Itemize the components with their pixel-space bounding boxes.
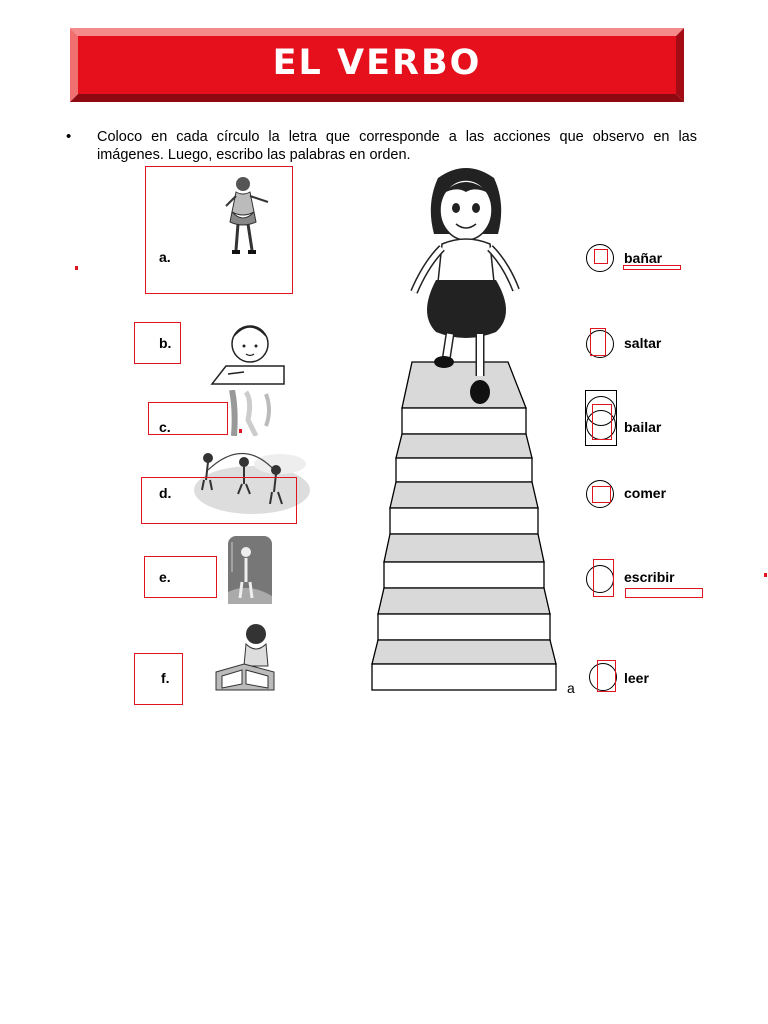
bullet-point: • bbox=[66, 128, 72, 145]
girl-reading-image bbox=[212, 620, 278, 692]
red-mark bbox=[239, 429, 242, 433]
label-c: c. bbox=[159, 419, 171, 435]
red-square bbox=[594, 249, 608, 264]
red-mark bbox=[75, 266, 78, 270]
red-square bbox=[592, 486, 611, 503]
instruction-text: Coloco en cada círculo la letra que corresponde a las acciones que observo en las imágenes. Luego, escribo las palabras en orden. bbox=[97, 129, 697, 163]
write-line-banar[interactable] bbox=[623, 265, 681, 270]
box-f bbox=[134, 653, 183, 705]
verb-saltar: saltar bbox=[624, 335, 662, 351]
label-f: f. bbox=[161, 670, 170, 686]
box-e bbox=[144, 556, 217, 598]
label-b: b. bbox=[159, 335, 172, 351]
verb-escribir: escribir bbox=[624, 569, 675, 585]
red-mark bbox=[764, 573, 767, 577]
stair-note: a bbox=[567, 680, 575, 696]
verb-bailar: bailar bbox=[624, 419, 662, 435]
red-square bbox=[590, 328, 606, 356]
boy-writing-image bbox=[208, 318, 288, 388]
verb-banar: bañar bbox=[624, 250, 663, 266]
child-bathing-image bbox=[222, 532, 274, 608]
red-square bbox=[597, 660, 616, 692]
box-b bbox=[134, 322, 181, 364]
verb-leer: leer bbox=[624, 670, 649, 686]
dancing-girl-image bbox=[218, 172, 274, 264]
red-square bbox=[592, 404, 612, 440]
write-line-escribir[interactable] bbox=[625, 588, 703, 598]
label-e: e. bbox=[159, 569, 171, 585]
girl-on-stairs-image bbox=[366, 164, 562, 694]
red-square bbox=[593, 559, 614, 597]
label-d: d. bbox=[159, 485, 172, 501]
title-banner bbox=[70, 28, 684, 102]
label-a: a. bbox=[159, 249, 171, 265]
girl-eating-image bbox=[226, 390, 276, 436]
page-title: EL VERBO bbox=[272, 43, 482, 83]
verb-comer: comer bbox=[624, 485, 667, 501]
